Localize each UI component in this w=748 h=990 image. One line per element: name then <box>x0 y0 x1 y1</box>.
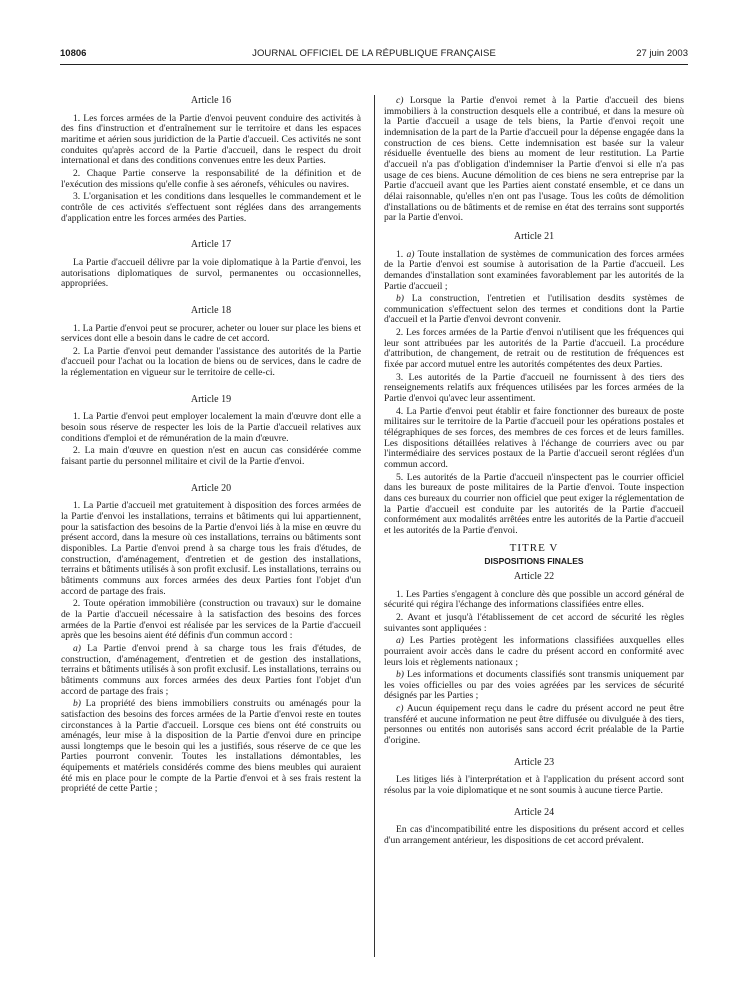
left-column <box>61 96 361 797</box>
article-23-paragraph: Les litiges liés à l'interprétation et à l'application du présent accord sont résolus par la voie diplomatique et ne sont soumis à aucune tierce Partie. <box>384 774 684 797</box>
item-label: b) <box>73 698 81 710</box>
article-24-title: Article 24 <box>513 806 555 818</box>
article-16-paragraph: 2. Chaque Partie conserve la responsabilité de la définition et de l'exécution des missions qu'elle confie à ses aéronefs, véhicules ou navires. <box>61 167 361 190</box>
article-19-paragraph: 1. La Partie d'envoi peut employer localement la main d'œuvre dont elle a besoin sous réserve de respecter les lois de la Partie d'accueil relatives aux conditions d'emploi et de rémunération de la main d'œuvre. <box>61 411 361 444</box>
right-column <box>384 96 684 849</box>
article-21-item-b: b) La construction, l'entretien et l'utilisation desdits systèmes de communication s'effectuent selon des termes et conditions dont la Partie d'accueil et la Partie d'envoi devront convenir. <box>384 293 684 326</box>
item-label: c) <box>396 703 404 715</box>
article-22-paragraph: 1. Les Parties s'engagent à conclure dès que possible un accord général de sécurité qui régira l'échange des informations classifiées entre elles. <box>384 588 684 611</box>
article-22-item-b: b) Les informations et documents classifiés sont transmis uniquement par les voies officielles ou par des voies agréées par les services de sécurité désignés par les Parties ; <box>384 669 684 702</box>
page-number: 10806 <box>60 48 87 59</box>
item-label: c) <box>396 95 404 106</box>
article-20-item-b: b) La propriété des biens immobiliers construits ou aménagés pour la satisfaction des besoins des forces armées de la Partie d'envoi reste en toutes circonstances à la Partie d'accueil. Lorsque ces biens ont été construits ou aménagés, leur mise à la disposition de la Partie d'envoi dure en principe aussi longtemps que le besoin qui les a justifiés, sous réserve de ce que les Parties pourront convenir. Toutes les installations démontables, les équipements et matériels considérés comme des biens meubles qui auraient été mis en place pour le compte de la Partie d'envoi et à ses frais restent la propriété de cette Partie ; <box>61 698 361 795</box>
article-16-paragraph: 3. L'organisation et les conditions dans lesquelles le commandement et le contrôle de ces activités s'effectuent sont réglées dans des arrangements d'application entre les forces armées des Parties. <box>61 191 361 224</box>
article-20-paragraph: 1. La Partie d'accueil met gratuitement à disposition des forces armées de la Partie d'envoi les installations, terrains et bâtiments qui lui appartiennent, pour la satisfaction des besoins de la Partie d'envoi liés à la mise en œuvre du présent accord, dans la mesure où ces installations, terrains ou bâtiments sont disponibles. La Partie d'envoi prend à sa charge tous les frais d'études, de construction, d'aménagement, d'entretien et de gestion des installations, terrains et bâtiments utilisés à son profit exclusif. Les installations, terrains ou bâtiments communs aux forces armées des deux Parties font l'objet d'un accord de partage des frais. <box>61 500 361 597</box>
article-16-paragraph: 1. Les forces armées de la Partie d'envoi peuvent conduire des activités à des fins d'instruction et d'entraînement sur le territoire et dans les espaces maritime et aérien sous juridiction de la Partie d'accueil. Ces activités ne sont conduites qu'après accord de la Partie d'accueil, dans le respect du droit international et dans des conditions convenues entre les deux Parties. <box>61 112 361 167</box>
item-label: b) <box>396 293 404 305</box>
column-divider <box>374 95 375 957</box>
article-21-paragraph: 3. Les autorités de la Partie d'accueil ne fournissent à des tiers des renseignements relatifs aux fréquences utilisées par les forces armées de la Partie d'envoi qu'avec leur assentiment. <box>384 371 684 405</box>
item-label: a) <box>73 642 81 654</box>
article-21-paragraph: 1. a) Toute installation de systèmes de communication des forces armées de la Partie d'envoi est soumise à autorisation de la Partie d'accueil. Les demandes d'installation sont examinées favorablement par les autorités de la Partie d'accueil ; <box>384 248 684 292</box>
publication-date: 27 juin 2003 <box>636 48 688 59</box>
header-rule <box>60 64 688 65</box>
article-16-title: Article 16 <box>190 95 232 106</box>
article-23-title: Article 23 <box>513 756 555 768</box>
article-22-item-c: c) Aucun équipement reçu dans le cadre du présent accord ne peut être transféré et aucune information ne peut être diffusée ou divulguée à des tiers, personnes ou entités non autorisés sans accord écrit préalable de la Partie d'origine. <box>384 703 685 747</box>
article-22-paragraph: 2. Avant et jusqu'à l'établissement de cet accord de sécurité les règles suivantes sont appliquées : <box>384 611 684 634</box>
article-20-paragraph: 2. Toute opération immobilière (construction ou travaux) sur le domaine de la Partie d'accueil nécessaire à la satisfaction des besoins des forces armées de la Partie d'envoi est réalisée par les services de la Partie d'accueil après que les besoins aient été définis d'un commun accord : <box>61 598 361 642</box>
article-19-title: Article 19 <box>190 393 232 405</box>
article-20-item-c: c) Lorsque la Partie d'envoi remet à la Partie d'accueil des biens immobiliers à la construction desquels elle a contribué, et dans la mesure où la Partie d'accueil a usage de tels biens, la Partie d'envoi reçoit une indemnisation de la part de la Partie d'accueil pour la dépense engagée dans la construction de ces biens. Cette indemnisation est basée sur la valeur résiduelle éventuelle des biens au moment de leur restitution. La Partie d'accueil n'a pas d'obligation d'indemniser la Partie d'envoi si elle n'a pas usage de ces biens. Aucune démolition de ces biens ne sera entreprise par la Partie d'accueil avant que les Parties aient constaté ensemble, et ce dans un délai raisonnable, qu'elles n'en ont pas l'usage. Tous les coûts de démolition d'installations ou de bâtiments et de remise en état des terrains sont supportés par la Partie d'envoi. <box>384 95 685 224</box>
article-21-paragraph: 5. Les autorités de la Partie d'accueil n'inspectent pas le courrier officiel dans les bureaux de poste militaires de la Partie d'envoi. Toute inspection dans ces bureaux du courrier non officiel que peut exiger la réglementation de la Partie d'accueil est conduite par les autorités de la Partie d'accueil conformément aux modalités arrêtées entre les autorités de la Partie d'accueil et les autorités de la Partie d'envoi. <box>384 471 684 536</box>
article-22-item-a: a) Les Parties protègent les informations classifiées auxquelles elles pourraient avoir accès dans le cadre du présent accord en conformité avec leurs lois et règlements nationaux ; <box>384 635 684 668</box>
article-18-paragraph: 2. La Partie d'envoi peut demander l'assistance des autorités de la Partie d'accueil pour l'achat ou la location de biens ou de services, dans le cadre de la réglementation en vigueur sur le territoire de celle-ci. <box>61 345 361 379</box>
journal-title: JOURNAL OFFICIEL DE LA RÉPUBLIQUE FRANÇAISE <box>252 48 496 59</box>
article-20-item-a: a) La Partie d'envoi prend à sa charge tous les frais d'études, de construction, d'aménagement, d'entretien et de gestion des installations, terrains et bâtiments utilisés à son profit exclusif. Les installations, terrains ou bâtiments communs aux forces armées des deux Parties font l'objet d'un accord de partage des frais ; <box>61 642 361 697</box>
article-20-title: Article 20 <box>190 482 232 494</box>
article-18-paragraph: 1. La Partie d'envoi peut se procurer, acheter ou louer sur place les biens et services dont elle a besoin dans le cadre de cet accord. <box>61 322 361 345</box>
article-19-paragraph: 2. La main d'œuvre en question n'est en aucun cas considérée comme faisant partie du personnel militaire et civil de la Partie d'envoi. <box>61 445 361 468</box>
article-21-paragraph: 4. La Partie d'envoi peut établir et faire fonctionner des bureaux de poste militaires sur le territoire de la Partie d'accueil pour les opérations postales et télégraphiques de ses forces, des membres de ces forces et de leurs familles. Les dispositions détaillées relatives à l'échange de courriers avec ou par l'intermédiaire des services postaux de la Partie d'accueil seront réglées d'un commun accord. <box>384 405 684 470</box>
item-label: b) <box>396 669 404 681</box>
titre-subheading: DISPOSITIONS FINALES <box>484 556 584 567</box>
article-18-title: Article 18 <box>190 304 232 316</box>
titre-heading: TITRE V <box>509 541 559 554</box>
item-label: a) <box>406 248 415 260</box>
article-21-paragraph: 2. Les forces armées de la Partie d'envoi n'utilisent que les fréquences qui leur sont attribuées par les autorités de la Partie d'accueil. La procédure d'attribution, de changement, de retrait ou de restitution de fréquences est fixée par accord mutuel entre les autorités compétentes des deux Parties. <box>384 327 684 371</box>
article-24-paragraph: En cas d'incompatibilité entre les dispositions du présent accord et celles d'un arrangement antérieur, les dispositions de cet accord prévalent. <box>384 824 684 847</box>
item-label: a) <box>396 635 404 647</box>
article-17-paragraph: La Partie d'accueil délivre par la voie diplomatique à la Partie d'envoi, les autorisations diplomatiques de survol, permanentes ou occasionnelles, appropriées. <box>61 256 361 290</box>
article-17-title: Article 17 <box>190 239 232 251</box>
article-21-title: Article 21 <box>513 230 555 242</box>
article-22-title: Article 22 <box>513 570 555 582</box>
